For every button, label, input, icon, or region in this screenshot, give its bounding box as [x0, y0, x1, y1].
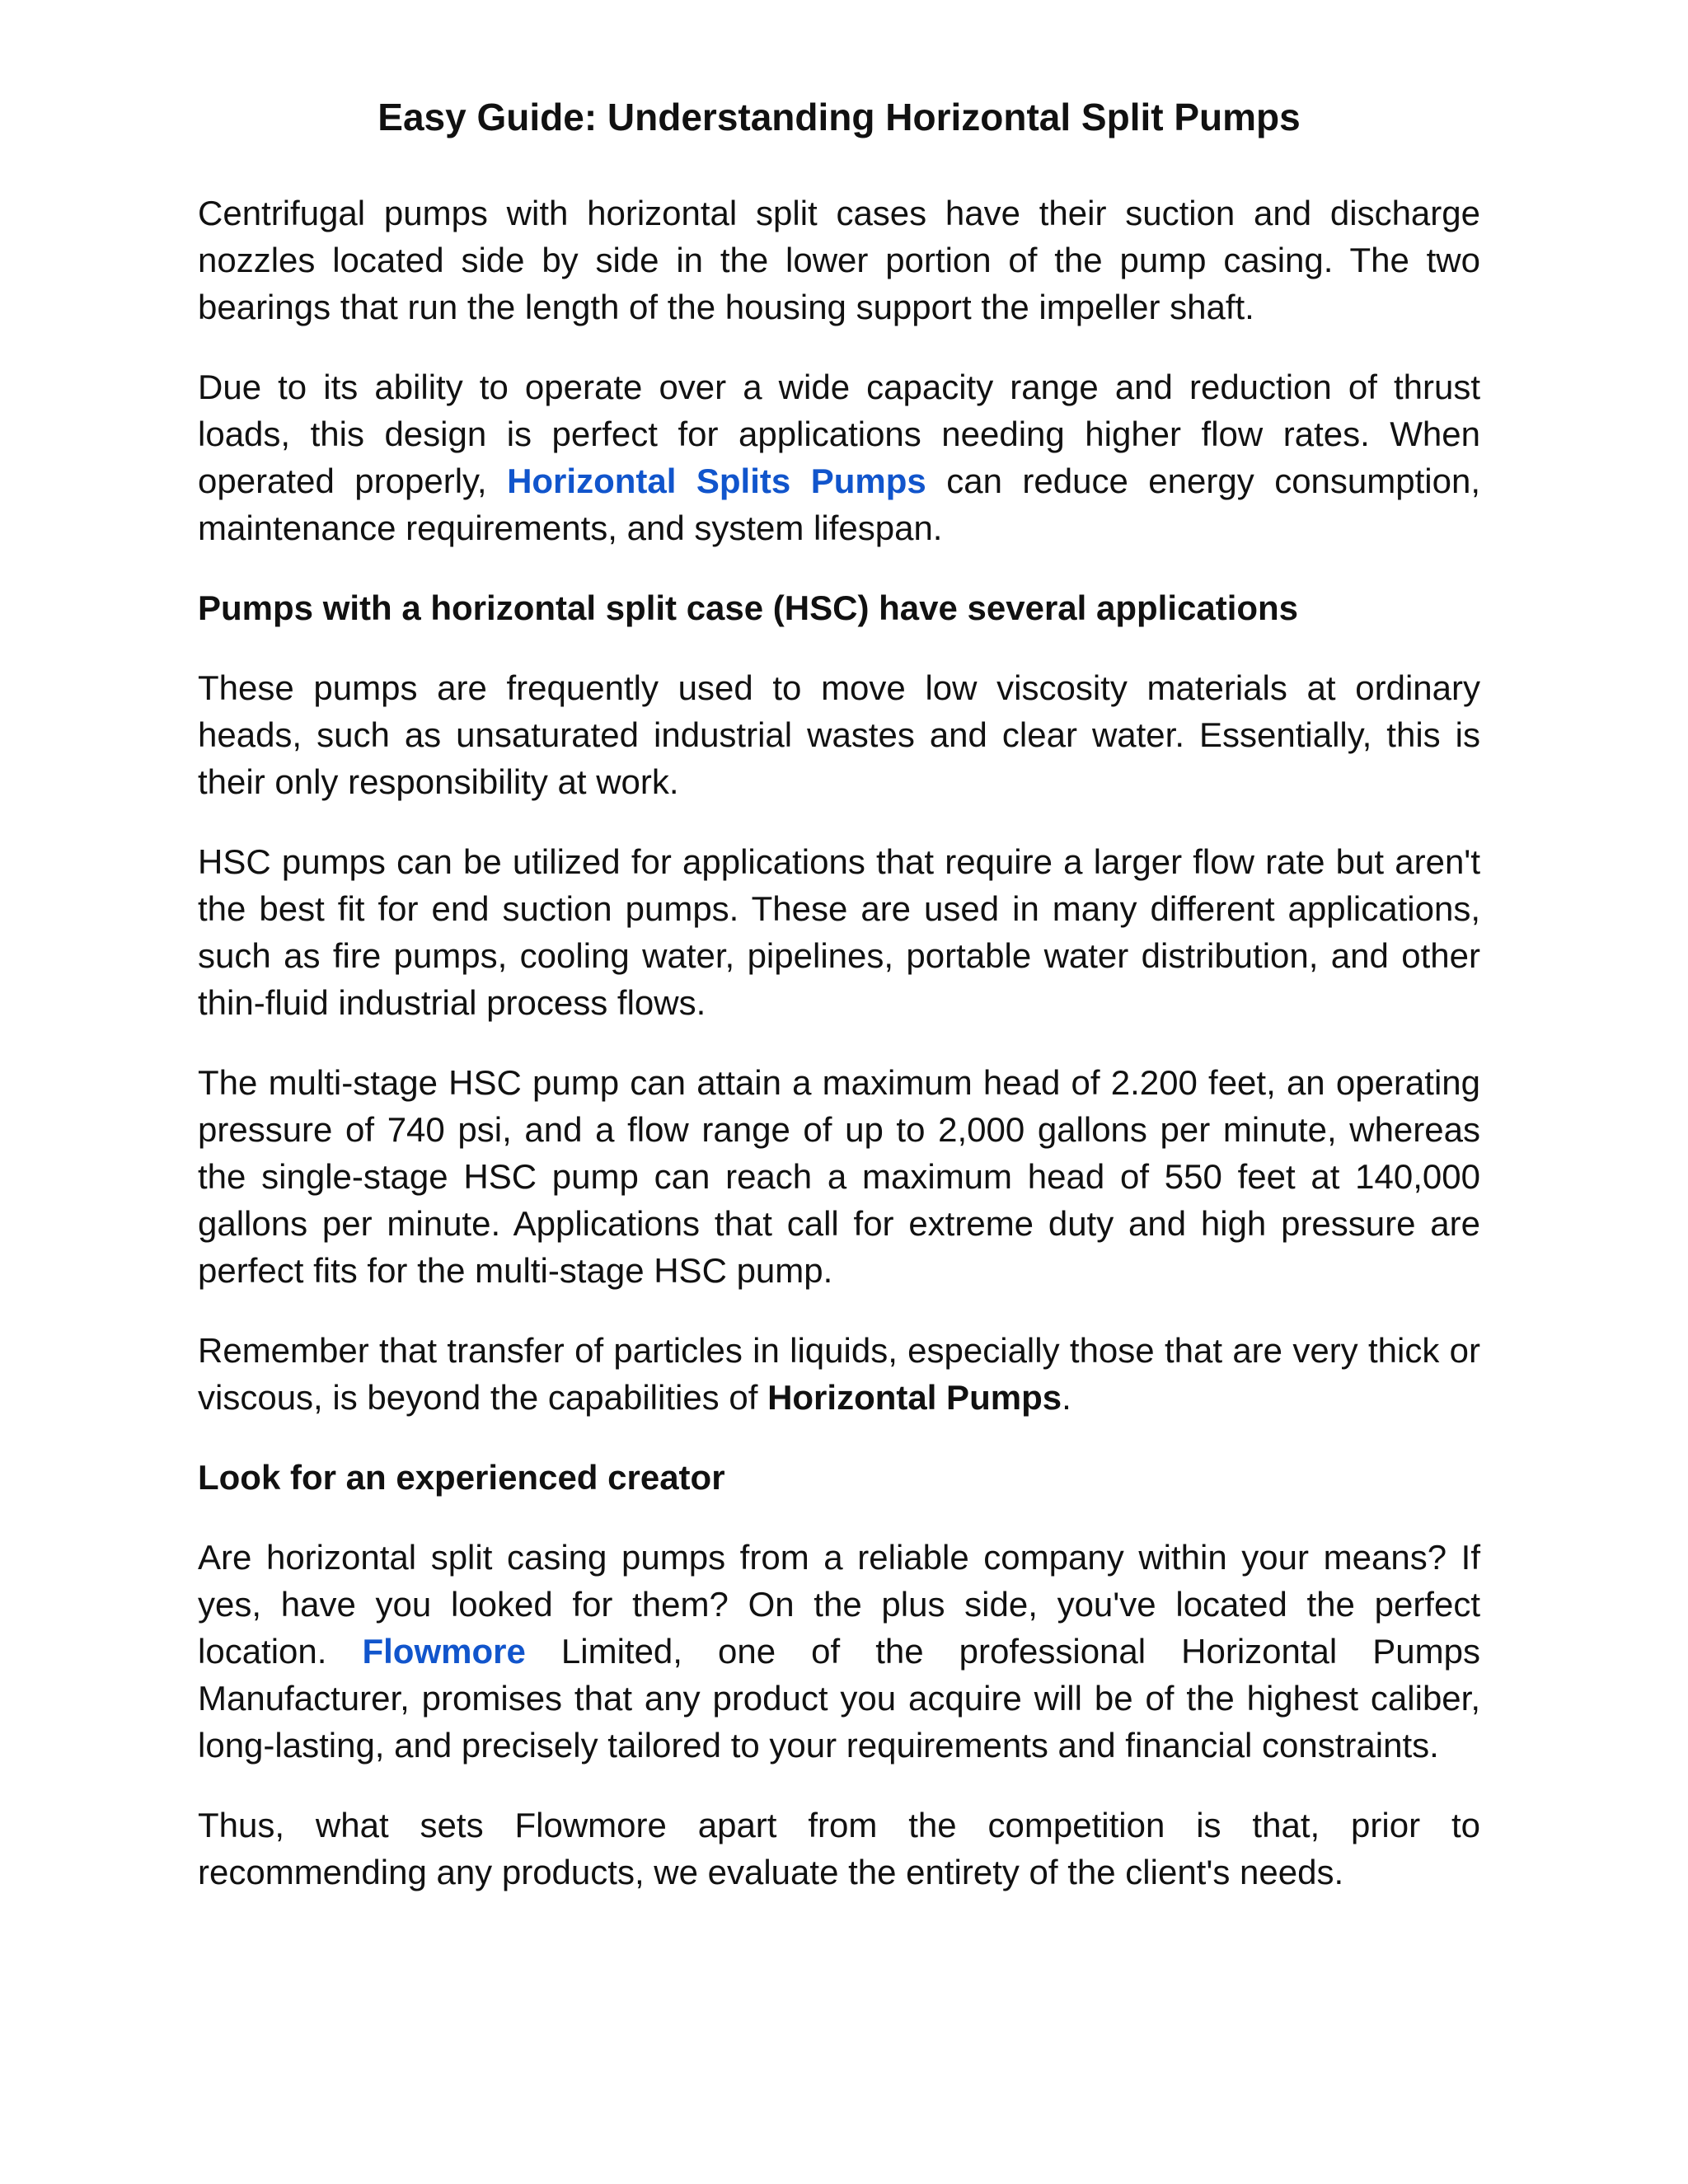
document-page: [198, 92, 1480, 1929]
horizontal-pumps-bold: Horizontal Pumps: [767, 1378, 1062, 1417]
paragraph-hsc-uses: HSC pumps can be utilized for applications that require a larger flow rate but aren't the best fit for end suction pumps. These are used in many different applications, such as fire pumps, cooling water, pipelines, portable water distribution, and other thin-fluid industrial process flows.: [198, 842, 1480, 1022]
paragraph-conclusion: Thus, what sets Flowmore apart from the competition is that, prior to recommending any products, we evaluate the entirety of the client's needs.: [198, 1806, 1480, 1891]
section-heading-creator: Look for an experienced creator: [198, 1458, 725, 1497]
flowmore-link[interactable]: Flowmore: [362, 1632, 526, 1671]
paragraph-text: .: [1062, 1378, 1071, 1417]
paragraph-intro: Centrifugal pumps with horizontal split cases have their suction and discharge nozzles located side by side in the lower portion of the pump casing. The two bearings that run the length of the housing support the impeller shaft.: [198, 194, 1480, 326]
paragraph-flowmore: [198, 1534, 1480, 1769]
paragraph-text: Are horizontal split casing pumps from a reliable company within your means? If yes, have you looked for them? On the plus side, you've located the perfect location.: [198, 1538, 1480, 1671]
page-title: Easy Guide: Understanding Horizontal Split Pumps: [377, 96, 1301, 138]
horizontal-splits-pumps-link[interactable]: Horizontal Splits Pumps: [507, 462, 926, 500]
paragraph-text: Due to its ability to operate over a wide capacity range and reduction of thrust loads, this design is perfect for applications needing higher flow rates. When operated properly,: [198, 368, 1480, 500]
paragraph-specifications: The multi-stage HSC pump can attain a maximum head of 2.200 feet, an operating pressure of 740 psi, and a flow range of up to 2,000 gallons per minute, whereas the single-stage HSC pump can reach a maximum head of 550 feet at 140,000 gallons per minute. Applications that call for extreme duty and high pressure are perfect fits for the multi-stage HSC pump.: [198, 1063, 1480, 1290]
paragraph-text: Limited, one of the professional Horizontal Pumps Manufacturer, promises that any product you acquire will be of the highest caliber, long-lasting, and precisely tailored to your requirements and financial constraints.: [198, 1632, 1480, 1765]
section-heading-applications: Pumps with a horizontal split case (HSC) have several applications: [198, 588, 1299, 627]
paragraph-text: Remember that transfer of particles in liquids, especially those that are very thick or viscous, is beyond the capabilities of: [198, 1331, 1480, 1417]
paragraph-low-viscosity: These pumps are frequently used to move low viscosity materials at ordinary heads, such as unsaturated industrial wastes and clear water. Essentially, this is their only responsibility at work.: [198, 668, 1480, 801]
paragraph-design-benefits: [198, 363, 1480, 551]
paragraph-text: can reduce energy consumption, maintenance requirements, and system lifespan.: [198, 462, 1481, 547]
paragraph-limitations: [198, 1327, 1480, 1421]
